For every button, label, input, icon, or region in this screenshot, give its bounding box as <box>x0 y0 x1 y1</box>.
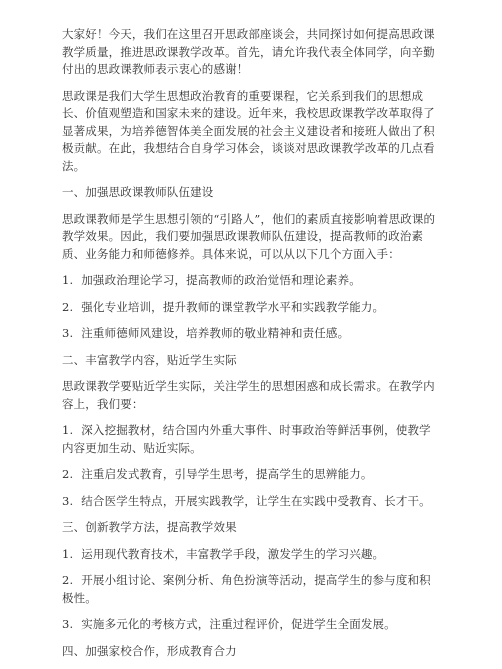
list-item-text: 深入挖掘教材，结合国内外重大事件、时事政治等鲜活事例，使教学内容更加生动、贴近实际。 <box>62 423 431 455</box>
list-item-number: 2. <box>62 467 74 481</box>
list-item-text: 注重师德师风建设，培养教师的敬业精神和责任感。 <box>81 326 350 340</box>
list-item-number: 1. <box>62 273 74 287</box>
document-page <box>62 26 440 669</box>
list-item-number: 2. <box>62 299 74 314</box>
section-heading-1: 一、加强思政课教师队伍建设 <box>62 185 214 199</box>
list-item <box>62 493 440 511</box>
section-heading-2: 二、丰富教学内容，贴近学生实际 <box>62 352 237 367</box>
list-item-text: 强化专业培训，提升教师的课堂教学水平和实践教学能力。 <box>81 299 385 314</box>
section-paragraph-1: 思政课教师是学生思想引领的“引路人”，他们的素质直接影响着思政课的教学效果。因此，我们要加强思政课教师队伍建设，提高教师的政治素质、业务能力和师德修养。具体来说，可以从以下几个方面入手： <box>62 211 436 261</box>
list-item-text: 运用现代教育技术，丰富教学手段，激发学生的学习兴趣。 <box>81 546 385 561</box>
list-item <box>62 299 440 317</box>
list-item-text: 开展小组讨论、案例分析、角色扮演等活动，提高学生的参与度和积极性。 <box>62 573 431 605</box>
list-item-number: 1. <box>62 423 74 437</box>
list-item <box>62 272 440 290</box>
section-paragraph-2: 思政课教学要贴近学生实际，关注学生的思想困惑和成长需求。在教学内容上，我们要： <box>62 379 435 411</box>
list-item <box>62 422 440 457</box>
intro-paragraph-1: 大家好！今天，我们在这里召开思政部座谈会，共同探讨如何提高思政课教学质量，推进思政课教学改革。首先，请允许我代表全体同学，向辛勤付出的思政课教师表示衷心的感谢！ <box>62 27 435 76</box>
section-heading-3: 三、创新教学方法，提高教学效果 <box>62 520 237 534</box>
list-item-number: 3. <box>62 326 74 340</box>
list-item-text: 实施多元化的考核方式，注重过程评价，促进学生全面发展。 <box>81 617 396 631</box>
list-item <box>62 616 440 634</box>
list-item-text: 注重启发式教育，引导学生思考，提高学生的思辨能力。 <box>81 467 373 481</box>
intro-paragraph-2: 思政课是我们大学生思想政治教育的重要课程，它关系到我们的思想成长、价值观塑造和国家未来的建设。近年来，我校思政课教学改革取得了显著成果，为培养德智体美全面发展的社会主义建设者和接班人做出了积极贡献。在此，我想结合自身学习体会，谈谈对思政课教学改革的几点看法。 <box>62 88 435 173</box>
list-item-number: 3. <box>62 493 74 508</box>
list-item-number: 1. <box>62 546 74 561</box>
list-item <box>62 572 440 607</box>
list-item-number: 3. <box>62 617 74 631</box>
list-item-text: 结合医学生特点，开展实践教学，让学生在实践中受教育、长才干。 <box>81 493 431 508</box>
list-item-text: 加强政治理论学习，提高教师的政治觉悟和理论素养。 <box>81 273 361 287</box>
list-item <box>62 466 440 484</box>
list-item <box>62 546 440 564</box>
section-heading-4: 四、加强家校合作，形成教育合力 <box>62 643 237 658</box>
list-item <box>62 325 440 343</box>
list-item-number: 2. <box>62 573 74 587</box>
